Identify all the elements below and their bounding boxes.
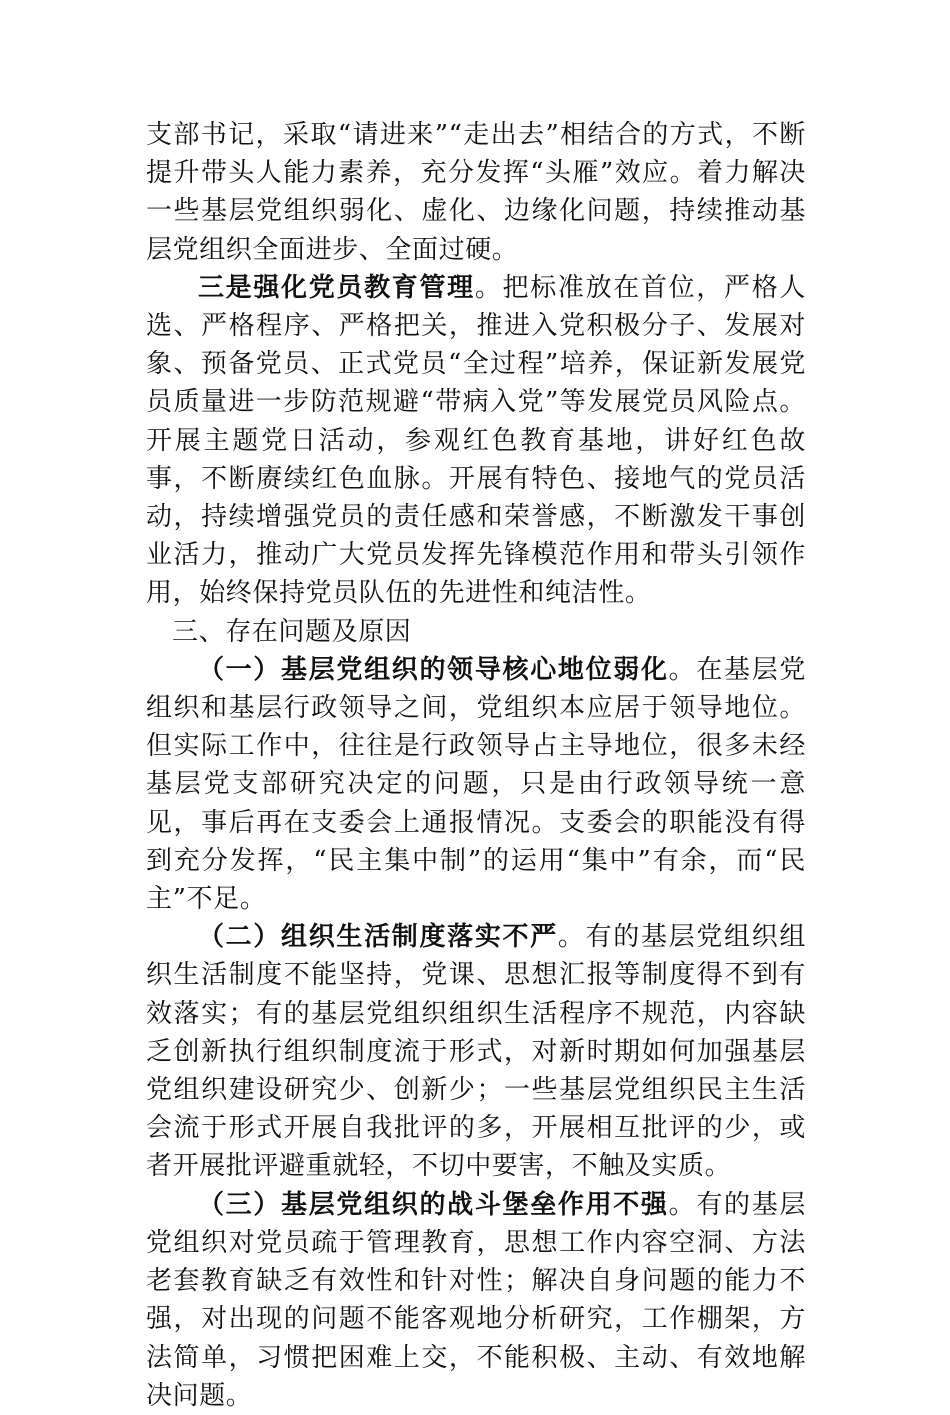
document-page bbox=[146, 116, 806, 1415]
paragraph-text: 。有的基层党组织组织生活制度不能坚持，党课、思想汇报等制度得不到有效落实；有的基层党组织组织生活程序不规范，内容缺乏创新执行组织制度流于形式，对新时期如何加强基层党组织建设研究少、创新少；一些基层党组织民主生活会流于形式开展自我批评的多，开展相互批评的少，或者开展批评避重就轻，不切中要害，不触及实质。 bbox=[146, 922, 806, 1182]
paragraph-lead-title: （三）基层党组织的战斗堡垒作用不强 bbox=[198, 1189, 669, 1220]
paragraph-lead-title: 三是强化党员教育管理 bbox=[198, 272, 475, 303]
paragraph-text: 支部书记，采取“请进来”“走出去”相结合的方式，不断提升带头人能力素养，充分发挥“头雁”效应。着力解决一些基层党组织弱化、虚化、边缘化问题，持续推动基层党组织全面进步、全面过硬。 bbox=[146, 120, 806, 265]
paragraph-continuation bbox=[146, 116, 806, 269]
paragraph-text: 。在基层党组织和基层行政领导之间，党组织本应居于领导地位。但实际工作中，往往是行政领导占主导地位，很多未经基层党支部研究决定的问题，只是由行政领导统一意见，事后再在支委会上通报情况。支委会的职能没有得到充分发挥，“民主集中制”的运用“集中”有余，而“民主”不足。 bbox=[146, 654, 806, 915]
paragraph-text: 。把标准放在首位，严格人选、严格程序、严格把关，推进入党积极分子、发展对象、预备党员、正式党员“全过程”培养，保证新发展党员质量进一步防范规避“带病入党”等发展党员风险点。开展主题党日活动，参观红色教育基地，讲好红色故事，不断赓续红色血脉。开展有特色、接地气的党员活动，持续增强党员的责任感和荣誉感，不断激发干事创业活力，推动广大党员发挥先锋模范作用和带头引领作用，始终保持党员队伍的先进性和纯洁性。 bbox=[146, 272, 806, 609]
paragraph-party-member-education bbox=[146, 269, 806, 613]
paragraph-lead-title: （二）组织生活制度落实不严 bbox=[198, 922, 558, 953]
section-heading-problems: 三、存在问题及原因 bbox=[172, 616, 412, 647]
paragraph-lead-title: （一）基层党组织的领导核心地位弱化 bbox=[198, 654, 669, 685]
paragraph-problem-1 bbox=[146, 651, 806, 918]
paragraph-text: 。有的基层党组织对党员疏于管理教育，思想工作内容空洞、方法老套教育缺乏有效性和针对性；解决自身问题的能力不强，对出现的问题不能客观地分析研究，工作棚架，方法简单，习惯把困难上交，不能积极、主动、有效地解决问题。 bbox=[146, 1189, 806, 1411]
paragraph-problem-2 bbox=[146, 918, 806, 1185]
paragraph-problem-3 bbox=[146, 1186, 806, 1415]
